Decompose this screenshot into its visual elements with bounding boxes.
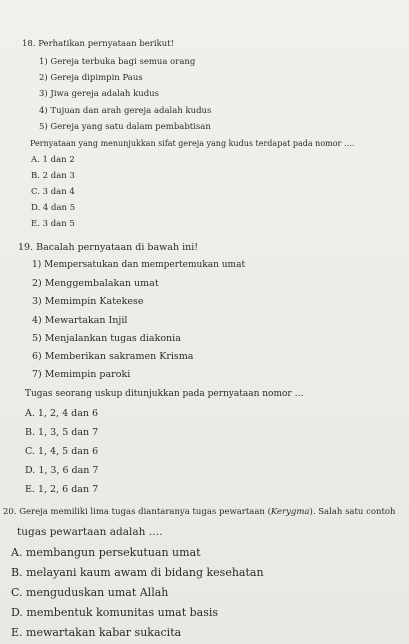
q18-option-c[interactable]: C. 3 dan 4 (31, 187, 75, 197)
q20-option-c[interactable]: C. menguduskan umat Allah (11, 586, 169, 599)
q18-option-d[interactable]: D. 4 dan 5 (31, 203, 76, 213)
q18-statement-2: 2) Gereja dipimpin Paus (39, 73, 143, 83)
q20-option-a[interactable]: A. membangun persekutuan umat (11, 546, 201, 559)
q19-option-d[interactable]: D. 1, 3, 6 dan 7 (25, 465, 99, 476)
q19-statement-3: 3) Memimpin Katekese (32, 296, 144, 307)
q19-option-c[interactable]: C. 1, 4, 5 dan 6 (25, 446, 99, 457)
q19-statement-1: 1) Mempersatukan dan mempertemukan umat (32, 260, 246, 270)
q18-statement-3: 3) Jiwa gereja adalah kudus (39, 89, 160, 99)
q20-option-e[interactable]: E. mewartakan kabar sukacita (11, 626, 182, 639)
q19-option-a[interactable]: A. 1, 2, 4 dan 6 (25, 408, 99, 419)
q19-statement-6: 6) Memberikan sakramen Krisma (32, 351, 194, 362)
q19-option-e[interactable]: E. 1, 2, 6 dan 7 (25, 484, 99, 495)
q20-stem-line-1: 20. Gereja memiliki lima tugas diantaranya tugas pewartaan (Kerygma). Salah satu contoh (3, 507, 396, 517)
q18-option-b[interactable]: B. 2 dan 3 (31, 171, 75, 181)
q20-stem-line-2: tugas pewartaan adalah …. (17, 526, 163, 538)
q19-option-b[interactable]: B. 1, 3, 5 dan 7 (25, 427, 99, 438)
q19-stem: 19. Bacalah pernyataan di bawah ini! (18, 242, 199, 253)
q18-stem: 18. Perhatikan pernyataan berikut! (22, 39, 175, 49)
q18-question: Pernyataan yang menunjukkan sifat gereja yang kudus terdapat pada nomor …. (30, 139, 355, 148)
q19-question: Tugas seorang uskup ditunjukkan pada pernyataan nomor … (25, 389, 304, 399)
q19-statement-2: 2) Menggembalakan umat (32, 278, 159, 289)
q18-option-e[interactable]: E. 3 dan 5 (31, 219, 75, 229)
q19-statement-4: 4) Mewartakan Injil (32, 315, 128, 326)
q18-statement-4: 4) Tujuan dan arah gereja adalah kudus (39, 106, 212, 116)
q18-option-a[interactable]: A. 1 dan 2 (31, 155, 75, 165)
q18-statement-5: 5) Gereja yang satu dalam pembabtisan (39, 122, 211, 132)
q19-statement-5: 5) Menjalankan tugas diakonia (32, 333, 181, 344)
q20-option-b[interactable]: B. melayani kaum awam di bidang kesehatan (11, 566, 264, 579)
q20-option-d[interactable]: D. membentuk komunitas umat basis (11, 606, 219, 619)
q19-statement-7: 7) Memimpin paroki (32, 369, 131, 380)
q18-statement-1: 1) Gereja terbuka bagi semua orang (39, 57, 196, 67)
